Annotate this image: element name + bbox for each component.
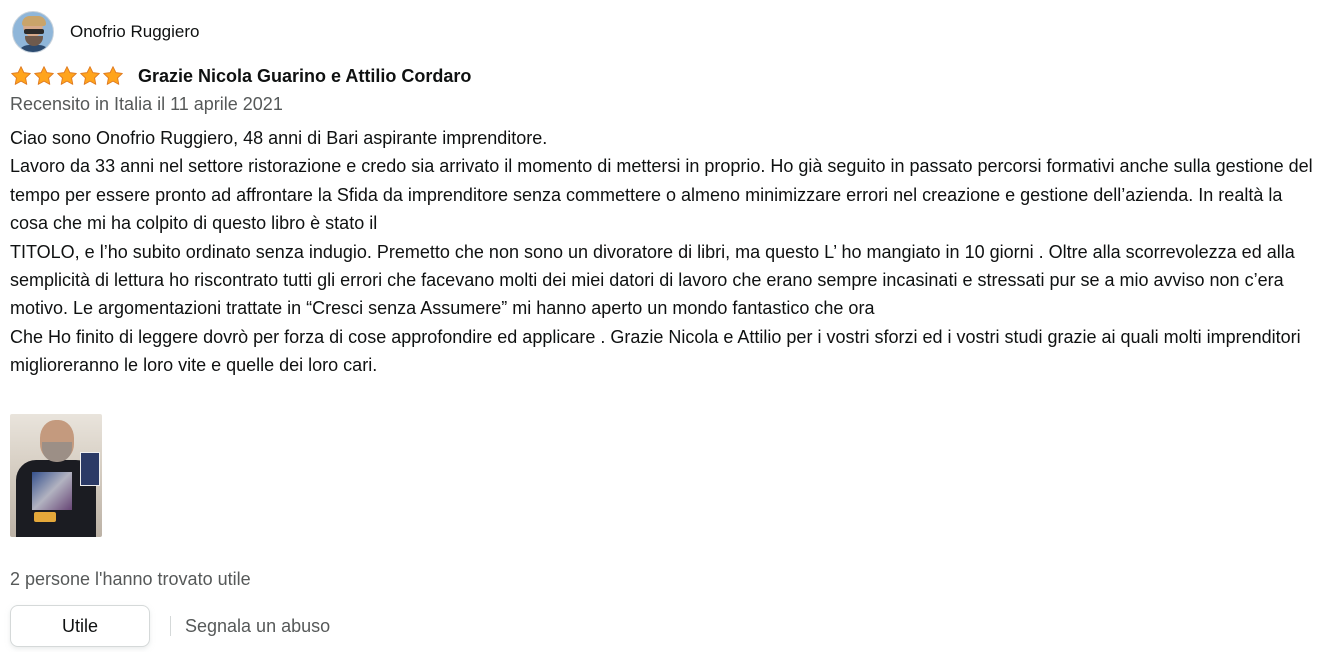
- review-title[interactable]: Grazie Nicola Guarino e Attilio Cordaro: [138, 65, 472, 86]
- review-paragraph: Lavoro da 33 anni nel settore ristorazione e credo sia arrivato il momento di mettersi in proprio. Ho già seguito in passato percorsi formativi anche sulla gestione del tempo per essere pronto ad affrontare la Sfida da imprenditore senza commettere o almeno minimizzare errori nel creazione e gestione dell’azienda. In realtà la cosa che mi ha colpito di questo libro è stato il: [10, 156, 1313, 234]
- review-actions: [10, 604, 330, 648]
- review-paragraph: Che Ho finito di leggere dovrò per forza di cose approfondire ed applicare . Grazie Nicola e Attilio per i vostri sforzi ed i vostri studi grazie ai quali molti imprenditori miglioreranno le loro vite e quelle dei loro cari.: [10, 326, 1301, 376]
- review-photo-thumbnail[interactable]: [10, 414, 102, 537]
- review-date: Recensito in Italia il 11 aprile 2021: [10, 94, 283, 114]
- review-header: [10, 62, 471, 90]
- helpful-button[interactable]: Utile: [10, 605, 150, 647]
- helpful-count: 2 persone l'hanno trovato utile: [10, 569, 251, 589]
- star-icon: [56, 65, 78, 87]
- star-icon: [79, 65, 101, 87]
- review-paragraph: TITOLO, e l’ho subito ordinato senza indugio. Premetto che non sono un divoratore di libri, ma questo L’ ho mangiato in 10 giorni . Oltre alla scorrevolezza ed alla semplicità di lettura ho riscontrato tutti gli errori che facevano molti dei miei datori di lavoro che erano sempre incasinati e stressati pur se a mio avviso non c’era motivo. Le argomentazioni trattate in “Cresci senza Assumere” mi hanno aperto un mondo fantastico che ora: [10, 241, 1295, 319]
- star-icon: [33, 65, 55, 87]
- avatar[interactable]: [12, 11, 54, 53]
- star-icon: [102, 65, 124, 87]
- report-abuse-link[interactable]: Segnala un abuso: [185, 615, 331, 636]
- review-body: [10, 124, 1316, 380]
- reviewer-profile[interactable]: [12, 10, 199, 54]
- star-rating[interactable]: [10, 65, 124, 87]
- divider: [170, 616, 171, 636]
- reviewer-name[interactable]: Onofrio Ruggiero: [70, 22, 200, 41]
- review-paragraph: Ciao sono Onofrio Ruggiero, 48 anni di Bari aspirante imprenditore.: [10, 128, 548, 148]
- star-icon: [10, 65, 32, 87]
